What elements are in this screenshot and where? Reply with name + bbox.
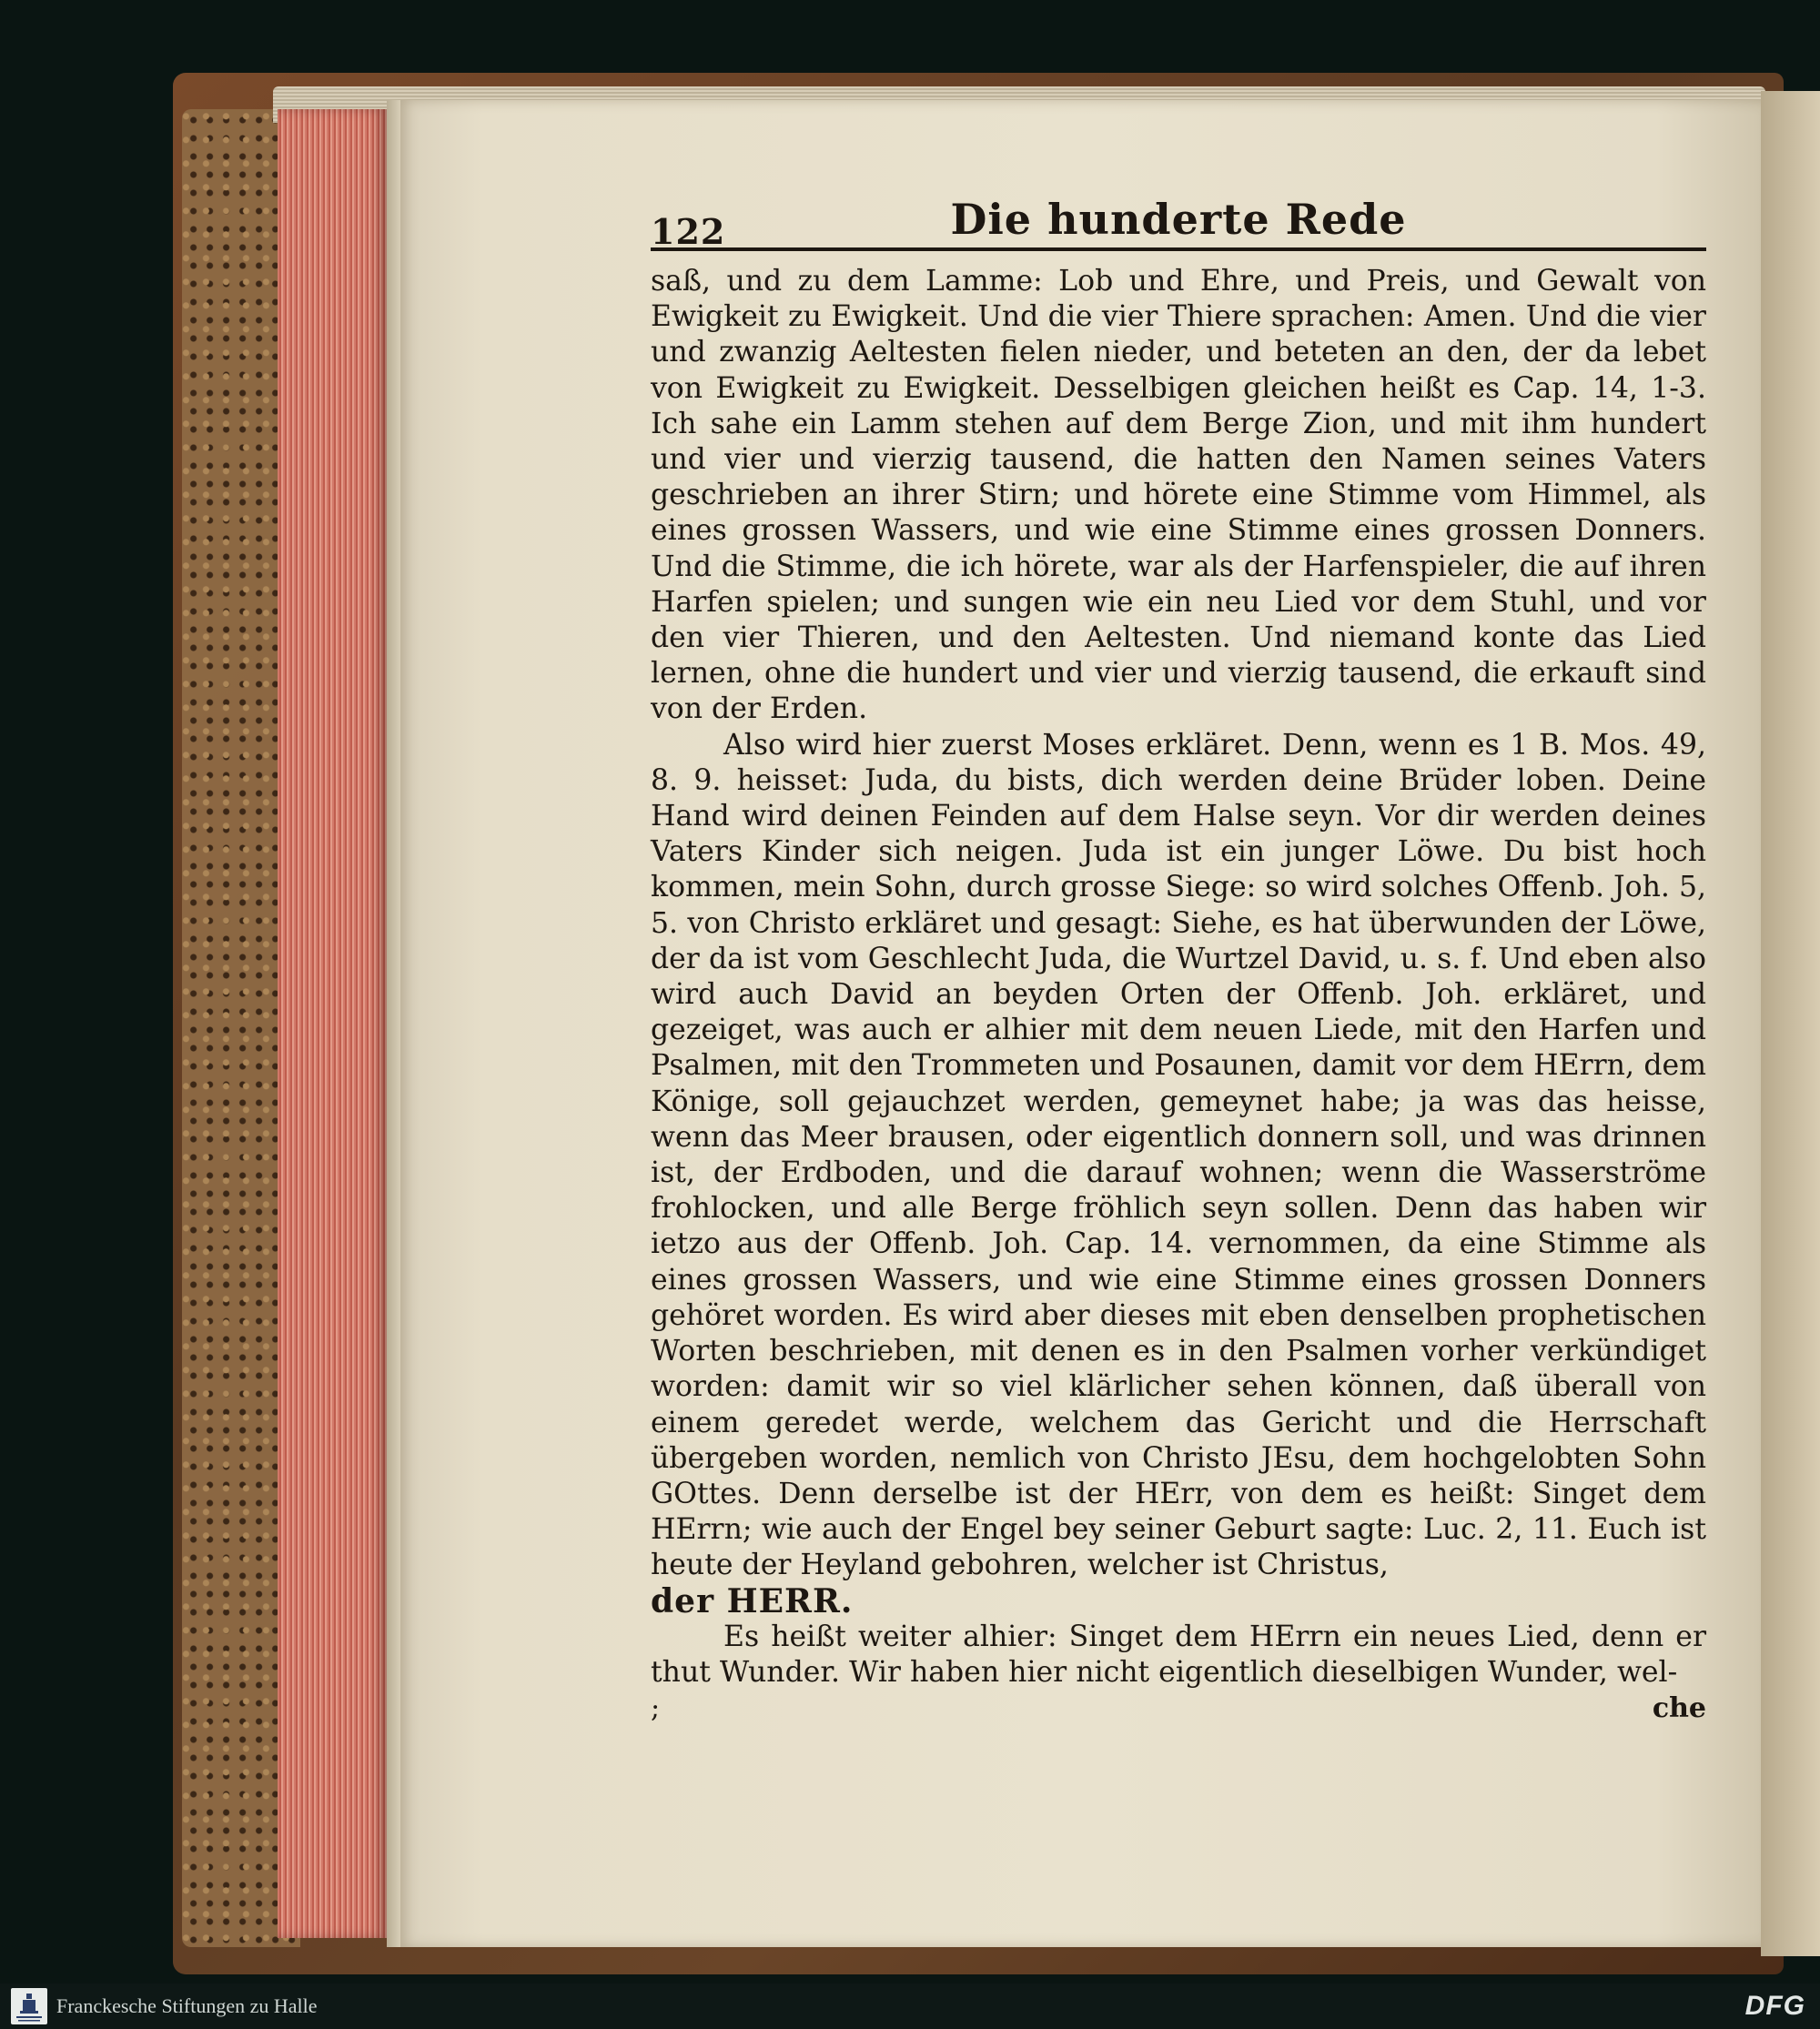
red-page-edges [278, 109, 387, 1938]
signature-mark: ; [651, 1692, 661, 1724]
dfg-logo[interactable]: DFG [1744, 1991, 1805, 2021]
paragraph-2: Also wird hier zuerst Moses erkläret. Denn, wenn es 1 B. Mos. 49, 8. 9. heisset: Juda, du bists, dich werden deine Brüder loben. Deine Hand wird deinen Feinden auf dem Halse seyn. Vor dir werden deines Vaters Kinder sich neigen. Juda ist ein junger Löwe. Du bist hoch kommen, mein Sohn, durch grosse Siege: so wird solches Offenb. Joh. 5, 5. von Christo erkläret und gesagt: Siehe, es hat überwunden der Löwe, der da ist vom Geschlecht Juda, die Wurtzel David, u. s. f. Und eben also wird auch David an beyden Orten der Offenb. Joh. erkläret, und gezeiget, was auch er alhier mit dem neuen Liede, mit den Harfen und Psalmen, mit den Trommeten und Posaunen, damit vor dem HErrn, dem Könige, soll gejauchzet werden, gemeynet habe; ja was das heisse, wenn das Meer brausen, oder eigentlich donnern soll, und was drinnen ist, der Erdboden, und die darauf wohnen; wenn die Wasserströme frohlocken, und alle Berge fröhlich seyn sollen. Denn das haben wir ietzo aus der Offenb. Joh. Cap. 14. vernommen, da eine Stimme als eines grossen Wassers, und wie eine Stimme eines grossen Donners gehöret worden. Es wird aber dieses mit eben denselben prophetischen Worten beschrieben, mit denen es in den Psalmen vorher verkündiget worden: damit wir so viel klärlicher sehen können, daß überall von einem geredet werde, welchem das Gericht und die Herrschaft übergeben worden, nemlich von Christo JEsu, dem hochgelobten Sohn GOttes. Denn derselbe ist der HErr, von dem es heißt: Singet dem HErrn; wie auch der Engel bey seiner Geburt sagte: Luc. 2, 11. Euch ist heute der Heyland gebohren, welcher ist Christus, [651, 728, 1706, 1582]
page-foot [651, 1692, 1706, 1729]
page-text-block [651, 191, 1706, 1691]
page-header [651, 191, 1706, 251]
paragraph-1: saß, und zu dem Lamme: Lob und Ehre, und Preis, und Gewalt von Ewigkeit zu Ewigkeit. Und die vier Thiere sprachen: Amen. Und die vier und zwanzig Aeltesten fielen nieder, und beteten an den, der da lebet von Ewigkeit zu Ewigkeit. Desselbigen gleichen heißt es Cap. 14, 1-3. Ich sahe ein Lamm stehen auf dem Berge Zion, und mit ihm hundert und vier und vierzig tausend, die hatten den Namen seines Vaters geschrieben an ihrer Stirn; und hörete eine Stimme vom Himmel, als eines grossen Wassers, und wie eine Stimme eines grossen Donners. Und die Stimme, die ich hörete, war als der Harfenspieler, die auf ihren Harfen spielen; und sungen wie ein neu Lied vor dem Stuhl, und vor den vier Thieren, und den Aeltesten. Und niemand konte das Lied lernen, ohne die hundert und vier und vierzig tausend, die erkauft sind von der Erden. [651, 265, 1706, 726]
facing-page-edge [1761, 91, 1820, 1956]
paragraph-3-der-herr: der HERR. [651, 1581, 854, 1620]
page-number: 122 [651, 211, 726, 252]
body-text [651, 264, 1706, 1691]
viewer-footer [0, 1984, 1820, 2029]
franckesche-stiftungen-logo-icon[interactable] [11, 1988, 47, 2024]
running-title: Die hunderte Rede [950, 195, 1407, 244]
catchword: che [1652, 1692, 1706, 1724]
paragraph-4: Es heißt weiter alhier: Singet dem HErrn ein neues Lied, denn er thut Wunder. Wir haben hier nicht eigentlich dieselbigen Wunder, wel- [651, 1620, 1706, 1689]
institution-name[interactable]: Franckesche Stiftungen zu Halle [56, 1994, 318, 2017]
